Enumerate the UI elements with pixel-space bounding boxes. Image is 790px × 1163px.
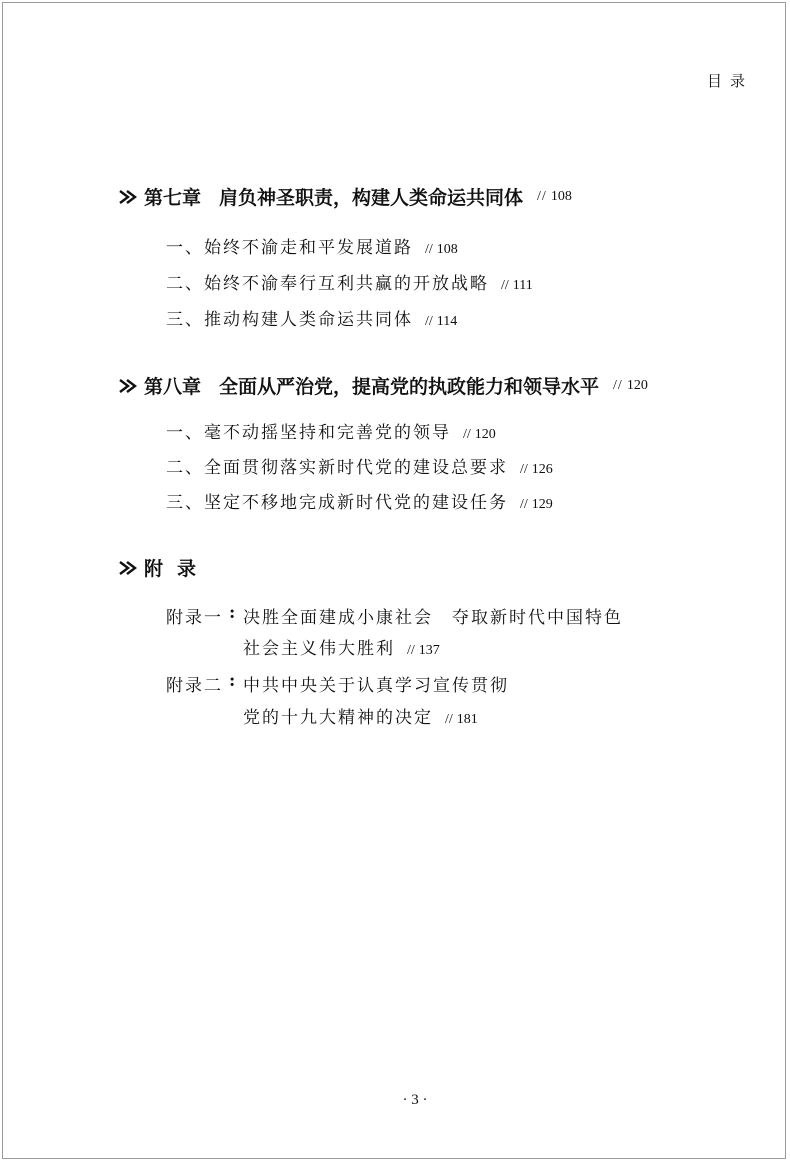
appendix-title-line (243, 703, 478, 728)
appendix-title: 附录 (144, 558, 211, 580)
chapter-number: 第七章 (144, 187, 202, 209)
page-number: 181 (456, 712, 478, 727)
page-separator: // (520, 462, 528, 477)
page-number: 129 (531, 497, 553, 512)
chapter-number: 第八章 (144, 376, 202, 398)
appendix-title-line: 中共中央关于认真学习宣传贯彻 (243, 676, 509, 696)
section-entry (166, 453, 553, 478)
appendix-label: 附录二 (166, 676, 223, 696)
page-number: 120 (626, 377, 648, 393)
page-reference (407, 643, 440, 658)
double-arrow-bullet-icon (118, 559, 138, 577)
section-entry (166, 488, 553, 513)
page-reference (613, 378, 648, 394)
section-label: 二、始终不渝奉行互利共赢的开放战略 (166, 274, 489, 294)
appendix-heading (118, 554, 210, 581)
page-reference (425, 314, 457, 329)
page-reference (463, 427, 496, 442)
section-label: 二、全面贯彻落实新时代党的建设总要求 (166, 458, 508, 478)
appendix-colon: : (229, 671, 236, 691)
running-head: 目录 (707, 72, 754, 90)
page-separator: // (407, 643, 415, 658)
section-label: 三、坚定不移地完成新时代党的建设任务 (166, 493, 508, 513)
chapter-title: 全面从严治党，提高党的执政能力和领导水平 (219, 376, 600, 398)
section-label: 一、毫不动摇坚持和完善党的领导 (166, 423, 451, 443)
page-separator: // (445, 712, 453, 727)
page-reference (501, 278, 533, 293)
appendix-colon: : (229, 603, 236, 623)
page-separator: // (425, 314, 433, 329)
appendix-title-line: 决胜全面建成小康社会 夺取新时代中国特色 (243, 608, 623, 628)
section-entry (166, 233, 458, 258)
page-number: 137 (418, 643, 440, 658)
section-label: 三、推动构建人类命运共同体 (166, 310, 413, 330)
page-number: 108 (550, 188, 572, 204)
page-folio: · 3 · (402, 1092, 428, 1108)
page-separator: // (501, 278, 509, 293)
page-separator: // (520, 497, 528, 512)
chapter-title: 肩负神圣职责，构建人类命运共同体 (219, 187, 524, 209)
page-number: 108 (436, 242, 458, 257)
chapter-heading (118, 183, 572, 210)
section-entry (166, 269, 533, 294)
page-number: 111 (512, 278, 533, 293)
chapter-heading (118, 372, 648, 399)
page-reference (425, 242, 458, 257)
appendix-title-continuation: 社会主义伟大胜利 (243, 639, 395, 659)
section-entry (166, 305, 457, 330)
page-reference (445, 712, 478, 727)
appendix-label: 附录一 (166, 608, 223, 628)
page-separator: // (613, 377, 623, 393)
page-reference (537, 189, 572, 205)
appendix-title-line (243, 634, 440, 659)
section-entry (166, 418, 496, 443)
appendix-title-continuation: 党的十九大精神的决定 (243, 708, 433, 728)
page-separator: // (425, 242, 433, 257)
page-number: 120 (474, 427, 496, 442)
section-label: 一、始终不渝走和平发展道路 (166, 238, 413, 258)
page-number: 114 (436, 314, 458, 329)
page-number: 126 (531, 462, 553, 477)
double-arrow-bullet-icon (118, 377, 138, 395)
double-arrow-bullet-icon (118, 188, 138, 206)
page-reference (520, 497, 553, 512)
page-separator: // (537, 188, 547, 204)
page-separator: // (463, 427, 471, 442)
page-reference (520, 462, 553, 477)
